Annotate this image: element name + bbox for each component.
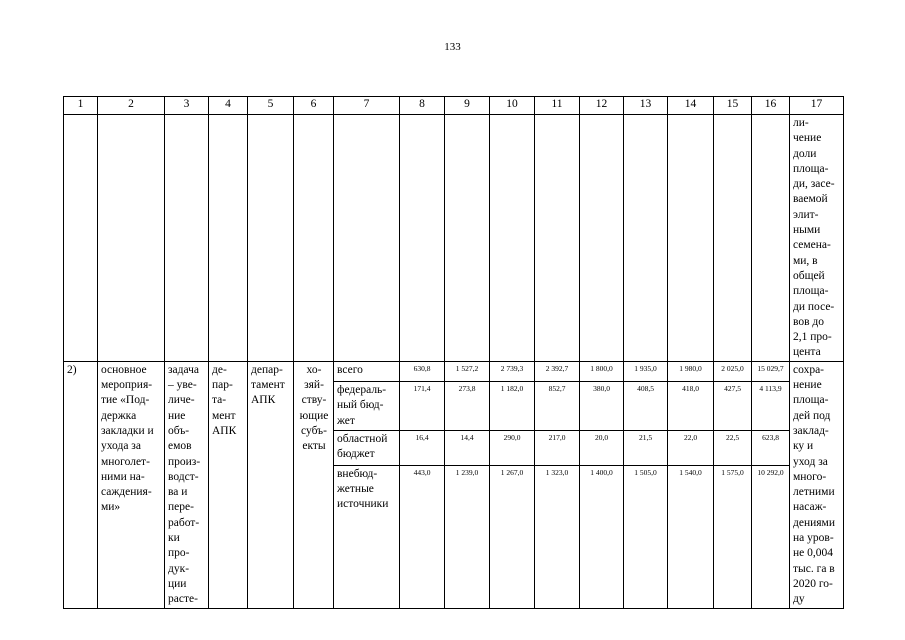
value-cell: 21,5 <box>624 431 668 466</box>
result-line: много- <box>793 470 827 483</box>
value-cell: 1 505,0 <box>624 465 668 608</box>
value-cell: 20,0 <box>580 431 624 466</box>
target-indicator-line: ми, в <box>793 254 818 267</box>
result-line: летними <box>793 486 835 499</box>
task-cell <box>165 361 209 608</box>
value-cell: 1 527,2 <box>445 361 490 381</box>
subjects-cell <box>294 361 334 608</box>
value-cell: 1 182,0 <box>490 382 535 431</box>
value-cell: 14,4 <box>445 431 490 466</box>
task-line: емов <box>168 440 192 453</box>
col-number-3: 3 <box>165 97 209 115</box>
result-line: не 0,004 <box>793 547 834 560</box>
subjects-line: екты <box>302 440 326 453</box>
col-number-13: 13 <box>624 97 668 115</box>
target-indicator-line: 2,1 про- <box>793 331 832 344</box>
measure-name-line: многолет- <box>101 455 150 468</box>
col-number-15: 15 <box>714 97 752 115</box>
target-indicator-line: общей <box>793 269 825 282</box>
task-line: личе- <box>168 394 195 407</box>
program-table <box>63 96 844 609</box>
col-number-7: 7 <box>334 97 400 115</box>
executor-cell <box>209 361 248 608</box>
value-cell: 380,0 <box>580 382 624 431</box>
executor-line: де- <box>212 363 227 376</box>
value-cell: 10 292,0 <box>752 465 790 608</box>
value-cell: 408,5 <box>624 382 668 431</box>
result-line: тыс. га в <box>793 562 835 575</box>
participant-line: АПК <box>251 394 276 407</box>
target-indicator-line: элит- <box>793 208 819 221</box>
target-indicator-line: ными <box>793 224 821 237</box>
executor-line: АПК <box>212 424 237 437</box>
value-cell: 4 113,9 <box>752 382 790 431</box>
col-number-16: 16 <box>752 97 790 115</box>
continuation-row <box>64 115 844 362</box>
value-cell: 171,4 <box>400 382 445 431</box>
value-cell: 1 239,0 <box>445 465 490 608</box>
value-cell: 22,5 <box>714 431 752 466</box>
col-number-17: 17 <box>790 97 844 115</box>
value-cell: 852,7 <box>535 382 580 431</box>
result-line: на уров- <box>793 532 834 545</box>
value-cell: 623,8 <box>752 431 790 466</box>
executor-line: пар- <box>212 379 233 392</box>
result-line: дей под <box>793 409 831 422</box>
task-line: работ- <box>168 516 200 529</box>
executor-line: мент <box>212 409 236 422</box>
source-name-line: источники <box>337 498 389 511</box>
value-cell: 443,0 <box>400 465 445 608</box>
value-cell: 1 540,0 <box>668 465 714 608</box>
col-number-4: 4 <box>209 97 248 115</box>
executor-line: та- <box>212 394 227 407</box>
col-number-12: 12 <box>580 97 624 115</box>
result-line: 2020 го- <box>793 577 833 590</box>
target-indicator-cell <box>790 115 844 362</box>
target-indicator-line: ваемой <box>793 193 828 206</box>
task-line: объ- <box>168 424 190 437</box>
result-line: сохра- <box>793 363 825 376</box>
target-indicator-line: ди посе- <box>793 300 835 313</box>
value-cell: 273,8 <box>445 382 490 431</box>
task-line: ва и <box>168 486 188 499</box>
target-indicator-line: семена- <box>793 239 831 252</box>
col-number-1: 1 <box>64 97 98 115</box>
task-line: задача <box>168 363 200 376</box>
row-index: 2) <box>64 361 98 608</box>
task-line: расте- <box>168 593 198 606</box>
col-number-9: 9 <box>445 97 490 115</box>
col-number-6: 6 <box>294 97 334 115</box>
subjects-line: ству- <box>301 394 327 407</box>
source-name-cell <box>334 431 400 466</box>
measure-name-line: саждения- <box>101 486 152 499</box>
source-name-line: бюджет <box>337 448 375 461</box>
value-cell: 16,4 <box>400 431 445 466</box>
subjects-line: субъ- <box>301 424 327 437</box>
value-cell: 1 980,0 <box>668 361 714 381</box>
result-cell <box>790 361 844 608</box>
value-cell: 630,8 <box>400 361 445 381</box>
measure-name-line: мероприя- <box>101 379 153 392</box>
source-name-line: федераль- <box>337 384 387 397</box>
measure-name-cell <box>98 361 165 608</box>
measure-name-line: закладки и <box>101 424 154 437</box>
source-name-line: всего <box>337 363 363 376</box>
target-indicator-line: цента <box>793 346 821 359</box>
measure-name-line: ми» <box>101 501 121 514</box>
value-cell: 418,0 <box>668 382 714 431</box>
col-number-11: 11 <box>535 97 580 115</box>
task-line: – уве- <box>168 379 197 392</box>
task-line: дук- <box>168 562 190 575</box>
source-name-line: внебюд- <box>337 467 378 480</box>
col-number-14: 14 <box>668 97 714 115</box>
task-line: ки <box>168 532 180 545</box>
target-indicator-line: ди, засе- <box>793 178 835 191</box>
value-cell: 22,0 <box>668 431 714 466</box>
participant-line: тамент <box>251 379 285 392</box>
target-indicator-line: площа- <box>793 285 829 298</box>
col-number-10: 10 <box>490 97 535 115</box>
task-line: водст- <box>168 470 199 483</box>
value-cell: 1 800,0 <box>580 361 624 381</box>
measure-name-line: тие «Под- <box>101 394 150 407</box>
value-cell: 1 400,0 <box>580 465 624 608</box>
target-indicator-line: чение <box>793 132 822 145</box>
page-number: 133 <box>444 41 461 53</box>
measure-name-line: основное <box>101 363 147 376</box>
col-number-2: 2 <box>98 97 165 115</box>
source-name-line: жет <box>337 414 355 427</box>
task-line: произ- <box>168 455 201 468</box>
target-indicator-line: площа- <box>793 162 829 175</box>
header-row <box>64 97 844 115</box>
result-line: ку и <box>793 440 814 453</box>
value-cell: 2 392,7 <box>535 361 580 381</box>
col-number-8: 8 <box>400 97 445 115</box>
value-cell: 427,5 <box>714 382 752 431</box>
result-line: насаж- <box>793 501 827 514</box>
measure-row-total <box>64 361 844 381</box>
measure-name-line: держка <box>101 409 137 422</box>
result-line: ду <box>793 593 805 606</box>
value-cell: 1 575,0 <box>714 465 752 608</box>
source-name-cell <box>334 465 400 608</box>
result-line: площа- <box>793 394 829 407</box>
subjects-line: зяй- <box>304 379 324 392</box>
target-indicator-line: доли <box>793 147 817 160</box>
source-name-line: областной <box>337 433 388 446</box>
source-name-cell <box>334 361 400 381</box>
value-cell: 1 323,0 <box>535 465 580 608</box>
task-line: про- <box>168 547 190 560</box>
value-cell: 290,0 <box>490 431 535 466</box>
target-indicator-line: ли- <box>793 117 809 129</box>
result-line: заклад- <box>793 424 829 437</box>
participant-cell <box>248 361 294 608</box>
task-line: пере- <box>168 501 194 514</box>
source-name-cell <box>334 382 400 431</box>
value-cell: 15 029,7 <box>752 361 790 381</box>
task-line: ции <box>168 577 187 590</box>
source-name-line: жетные <box>337 483 374 496</box>
result-line: дениями <box>793 516 835 529</box>
result-line: нение <box>793 379 822 392</box>
value-cell: 2 739,3 <box>490 361 535 381</box>
measure-name-line: ними на- <box>101 470 145 483</box>
value-cell: 1 935,0 <box>624 361 668 381</box>
value-cell: 217,0 <box>535 431 580 466</box>
col-number-5: 5 <box>248 97 294 115</box>
value-cell: 1 267,0 <box>490 465 535 608</box>
value-cell: 2 025,0 <box>714 361 752 381</box>
target-indicator-line: вов до <box>793 315 825 328</box>
measure-name-line: ухода за <box>101 440 141 453</box>
task-line: ние <box>168 409 186 422</box>
source-name-line: ный бюд- <box>337 399 384 412</box>
result-line: уход за <box>793 455 828 468</box>
subjects-line: хо- <box>306 363 322 376</box>
participant-line: депар- <box>251 363 283 376</box>
subjects-line: ющие <box>299 409 329 422</box>
